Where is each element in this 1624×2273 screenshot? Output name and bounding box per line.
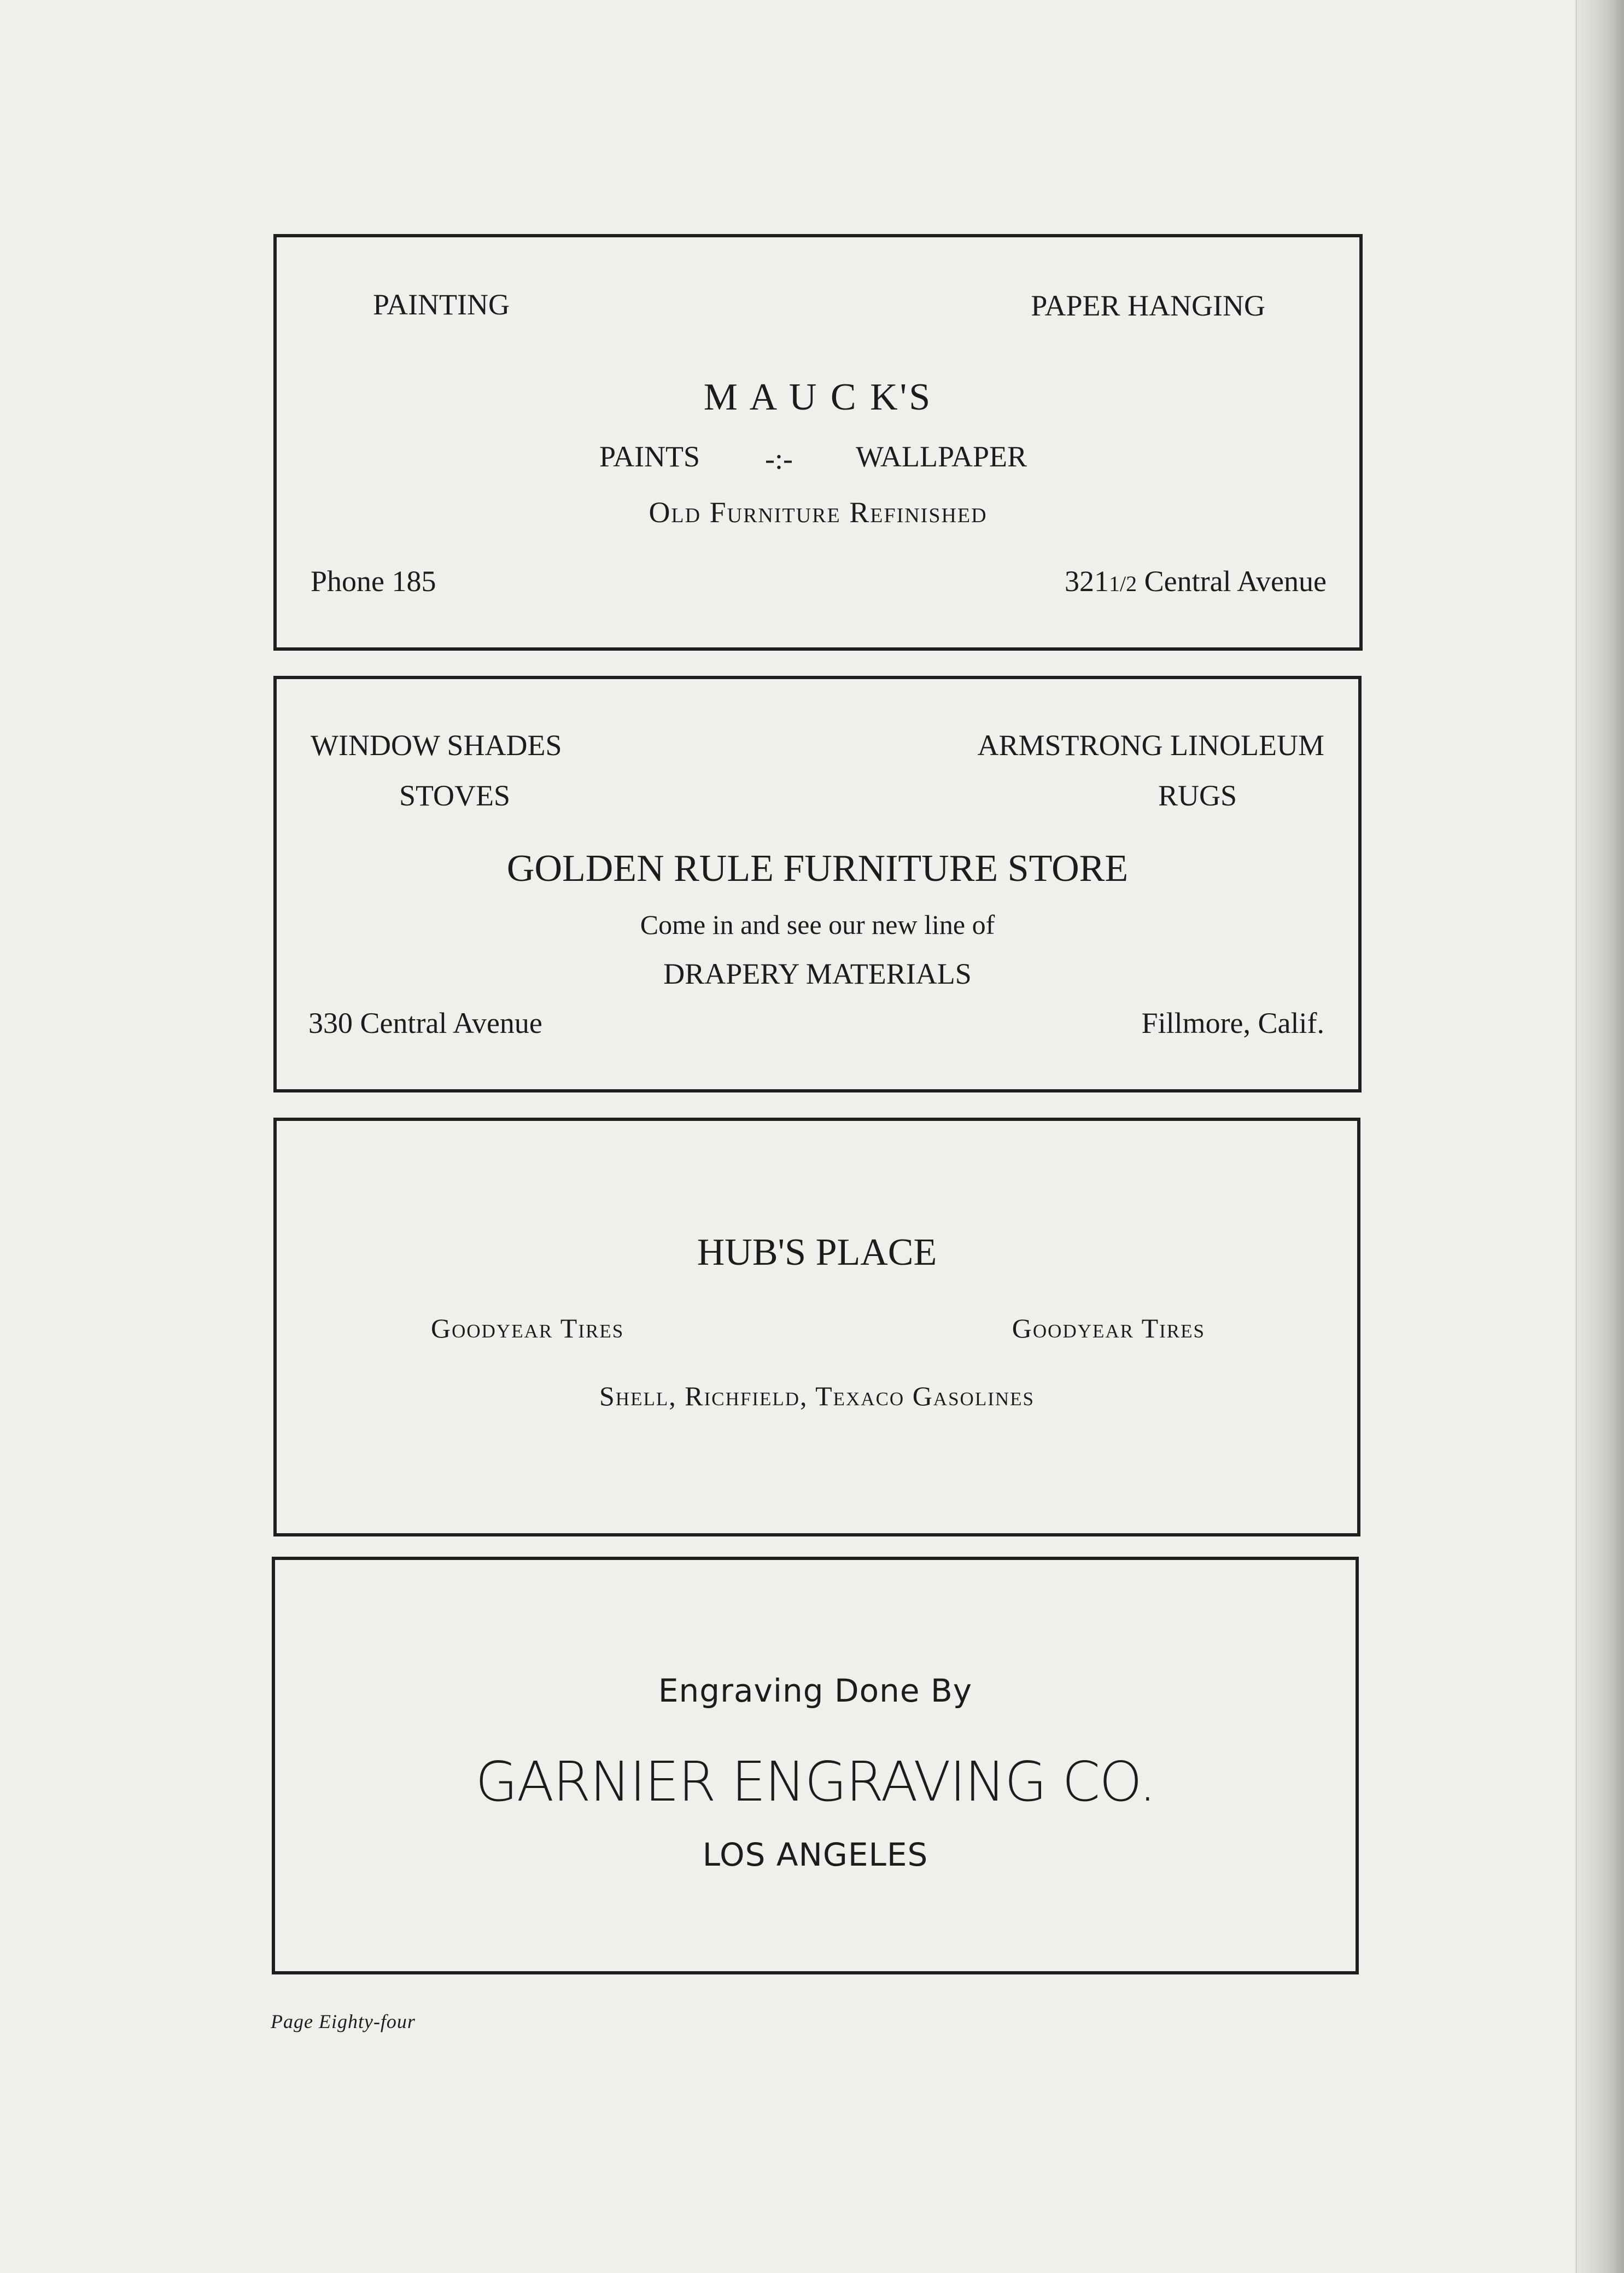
golden-rule-city: Fillmore, Calif. [1141,1007,1324,1039]
hubs-place-right: Goodyear Tires [1012,1313,1205,1343]
page-edge [1575,0,1624,2273]
maucks-address [1065,566,1327,596]
golden-rule-feature: DRAPERY MATERIALS [663,957,972,990]
golden-rule-address: 330 Central Avenue [308,1007,542,1039]
maucks-address-street: Central Avenue [1137,565,1327,598]
golden-rule-linoleum: ARMSTRONG LINOLEUM [977,729,1324,762]
garnier-city: LOS ANGELES [702,1836,928,1873]
maucks-phone: Phone 185 [311,565,436,598]
garnier-intro: Engraving Done By [658,1672,973,1709]
golden-rule-name: GOLDEN RULE FURNITURE STORE [506,848,1129,890]
maucks-separator: -:- [765,442,793,475]
golden-rule-rugs: RUGS [1158,779,1237,812]
maucks-wallpaper: WALLPAPER [856,440,1027,473]
golden-rule-tagline: Come in and see our new line of [640,909,995,940]
golden-rule-ad [273,676,1362,1092]
maucks-painting: PAINTING [373,288,510,321]
maucks-name: M A U C K'S [703,376,933,418]
hubs-place-gasolines: Shell, Richfield, Texaco Gasolines [599,1381,1035,1411]
hubs-place-ad [273,1118,1360,1536]
garnier-ad [272,1557,1359,1974]
golden-rule-stoves: STOVES [399,779,511,812]
maucks-address-number: 321 [1064,565,1109,598]
garnier-name: GARNIER ENGRAVING CO. [475,1750,1155,1814]
maucks-paper-hanging: PAPER HANGING [1031,289,1265,322]
golden-rule-window-shades: WINDOW SHADES [311,729,562,762]
hubs-place-name: HUB'S PLACE [697,1231,937,1273]
maucks-ad [273,234,1363,651]
page-edge-line [1576,0,1577,2273]
maucks-service: Old Furniture Refinished [649,496,988,529]
hubs-place-left: Goodyear Tires [431,1313,624,1343]
maucks-address-fraction: 1/2 [1108,571,1137,596]
page-number: Page Eighty-four [271,2011,416,2032]
maucks-paints: PAINTS [599,440,700,473]
